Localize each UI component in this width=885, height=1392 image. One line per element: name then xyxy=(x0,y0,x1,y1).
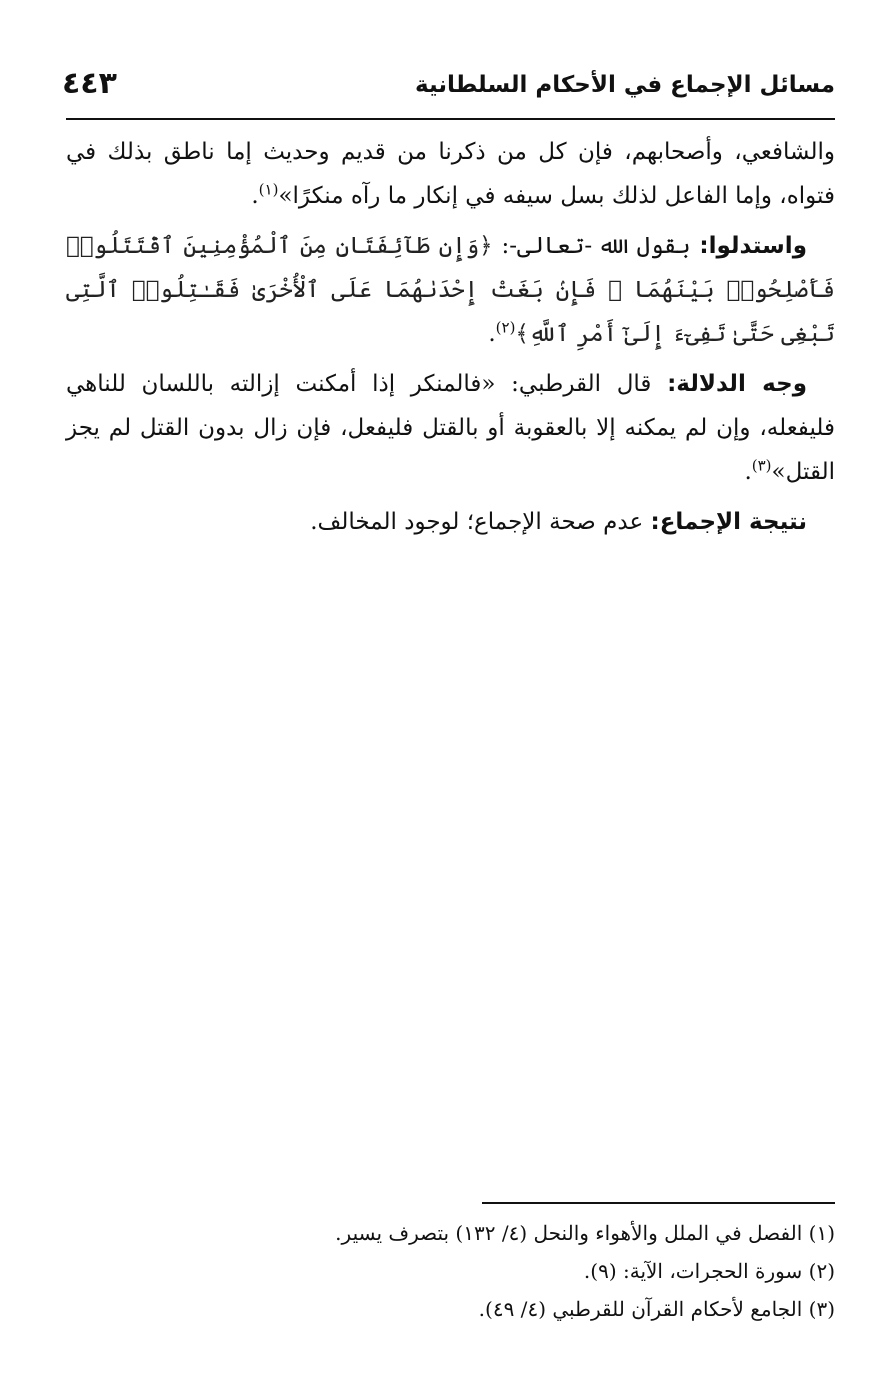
paragraph-4 xyxy=(66,500,835,544)
footnote-3 xyxy=(66,1290,835,1328)
quran-verse: ﴿وَإِن طَآئِفَتَانِ مِنَ ٱلْمُؤْمِنِينَ ٱقْتَتَلُوا۟ فَأَصْلِحُوا۟ بَيْنَهُمَا ۖ فَإِنۢ بَغَتْ إِحْدَىٰهُمَا عَلَى ٱلْأُخْرَىٰ فَقَـٰتِلُوا۟ ٱلَّتِى تَبْغِى حَتَّىٰ تَفِىٓءَ إِلَىٰٓ أَمْرِ ٱللَّهِ﴾ xyxy=(66,233,835,347)
running-title: مسائل الإجماع في الأحكام السلطانية xyxy=(415,72,835,98)
paragraph-text: بقول الله -تعالى-: xyxy=(501,233,691,259)
paragraph-lead: واستدلوا: xyxy=(699,233,807,259)
footnote-text: سورة الحجرات، الآية: (٩). xyxy=(583,1259,803,1283)
header-rule xyxy=(66,118,835,120)
page-number: ٤٤٣ xyxy=(62,66,117,101)
paragraph-lead: نتيجة الإجماع: xyxy=(650,509,807,535)
paragraph-text: عدم صحة الإجماع؛ لوجود المخالف. xyxy=(310,509,644,535)
body-text xyxy=(66,130,835,550)
footnote-1 xyxy=(66,1214,835,1252)
footnote-text: الجامع لأحكام القرآن للقرطبي (٤/ ٤٩). xyxy=(478,1297,803,1321)
paragraph-3 xyxy=(66,362,835,494)
footnote-text: الفصل في الملل والأهواء والنحل (٤/ ١٣٢) بتصرف يسير. xyxy=(335,1221,803,1245)
paragraph-1 xyxy=(66,130,835,218)
footnote-ref-2: (٢) xyxy=(495,318,516,337)
footnote-ref-3: (٣) xyxy=(751,456,772,475)
footnote-number: (٢) xyxy=(808,1259,835,1283)
paragraph-end: . xyxy=(488,321,496,347)
paragraph-2 xyxy=(66,224,835,356)
footnote-number: (١) xyxy=(808,1221,835,1245)
footnotes xyxy=(66,1214,835,1328)
footnote-number: (٣) xyxy=(808,1297,835,1321)
paragraph-text: والشافعي، وأصحابهم، فإن كل من ذكرنا من قديم وحديث إما ناطق بذلك في فتواه، وإما الفاعل لذلك بسل سيفه في إنكار ما رآه منكرًا» xyxy=(66,139,835,209)
paragraph-lead: وجه الدلالة: xyxy=(667,371,808,397)
footnote-rule xyxy=(482,1202,835,1204)
footnote-2 xyxy=(66,1252,835,1290)
footnote-ref-1: (١) xyxy=(258,180,279,199)
paragraph-end: . xyxy=(251,183,259,209)
paragraph-end: . xyxy=(744,459,752,485)
paragraph-text: قال القرطبي: «فالمنكر إذا أمكنت إزالته باللسان للناهي فليفعله، وإن لم يمكنه إلا بالعقوبة أو بالقتل فليفعل، فإن زال بدون القتل لم يجز القتل» xyxy=(66,371,835,485)
page-header xyxy=(62,66,835,112)
